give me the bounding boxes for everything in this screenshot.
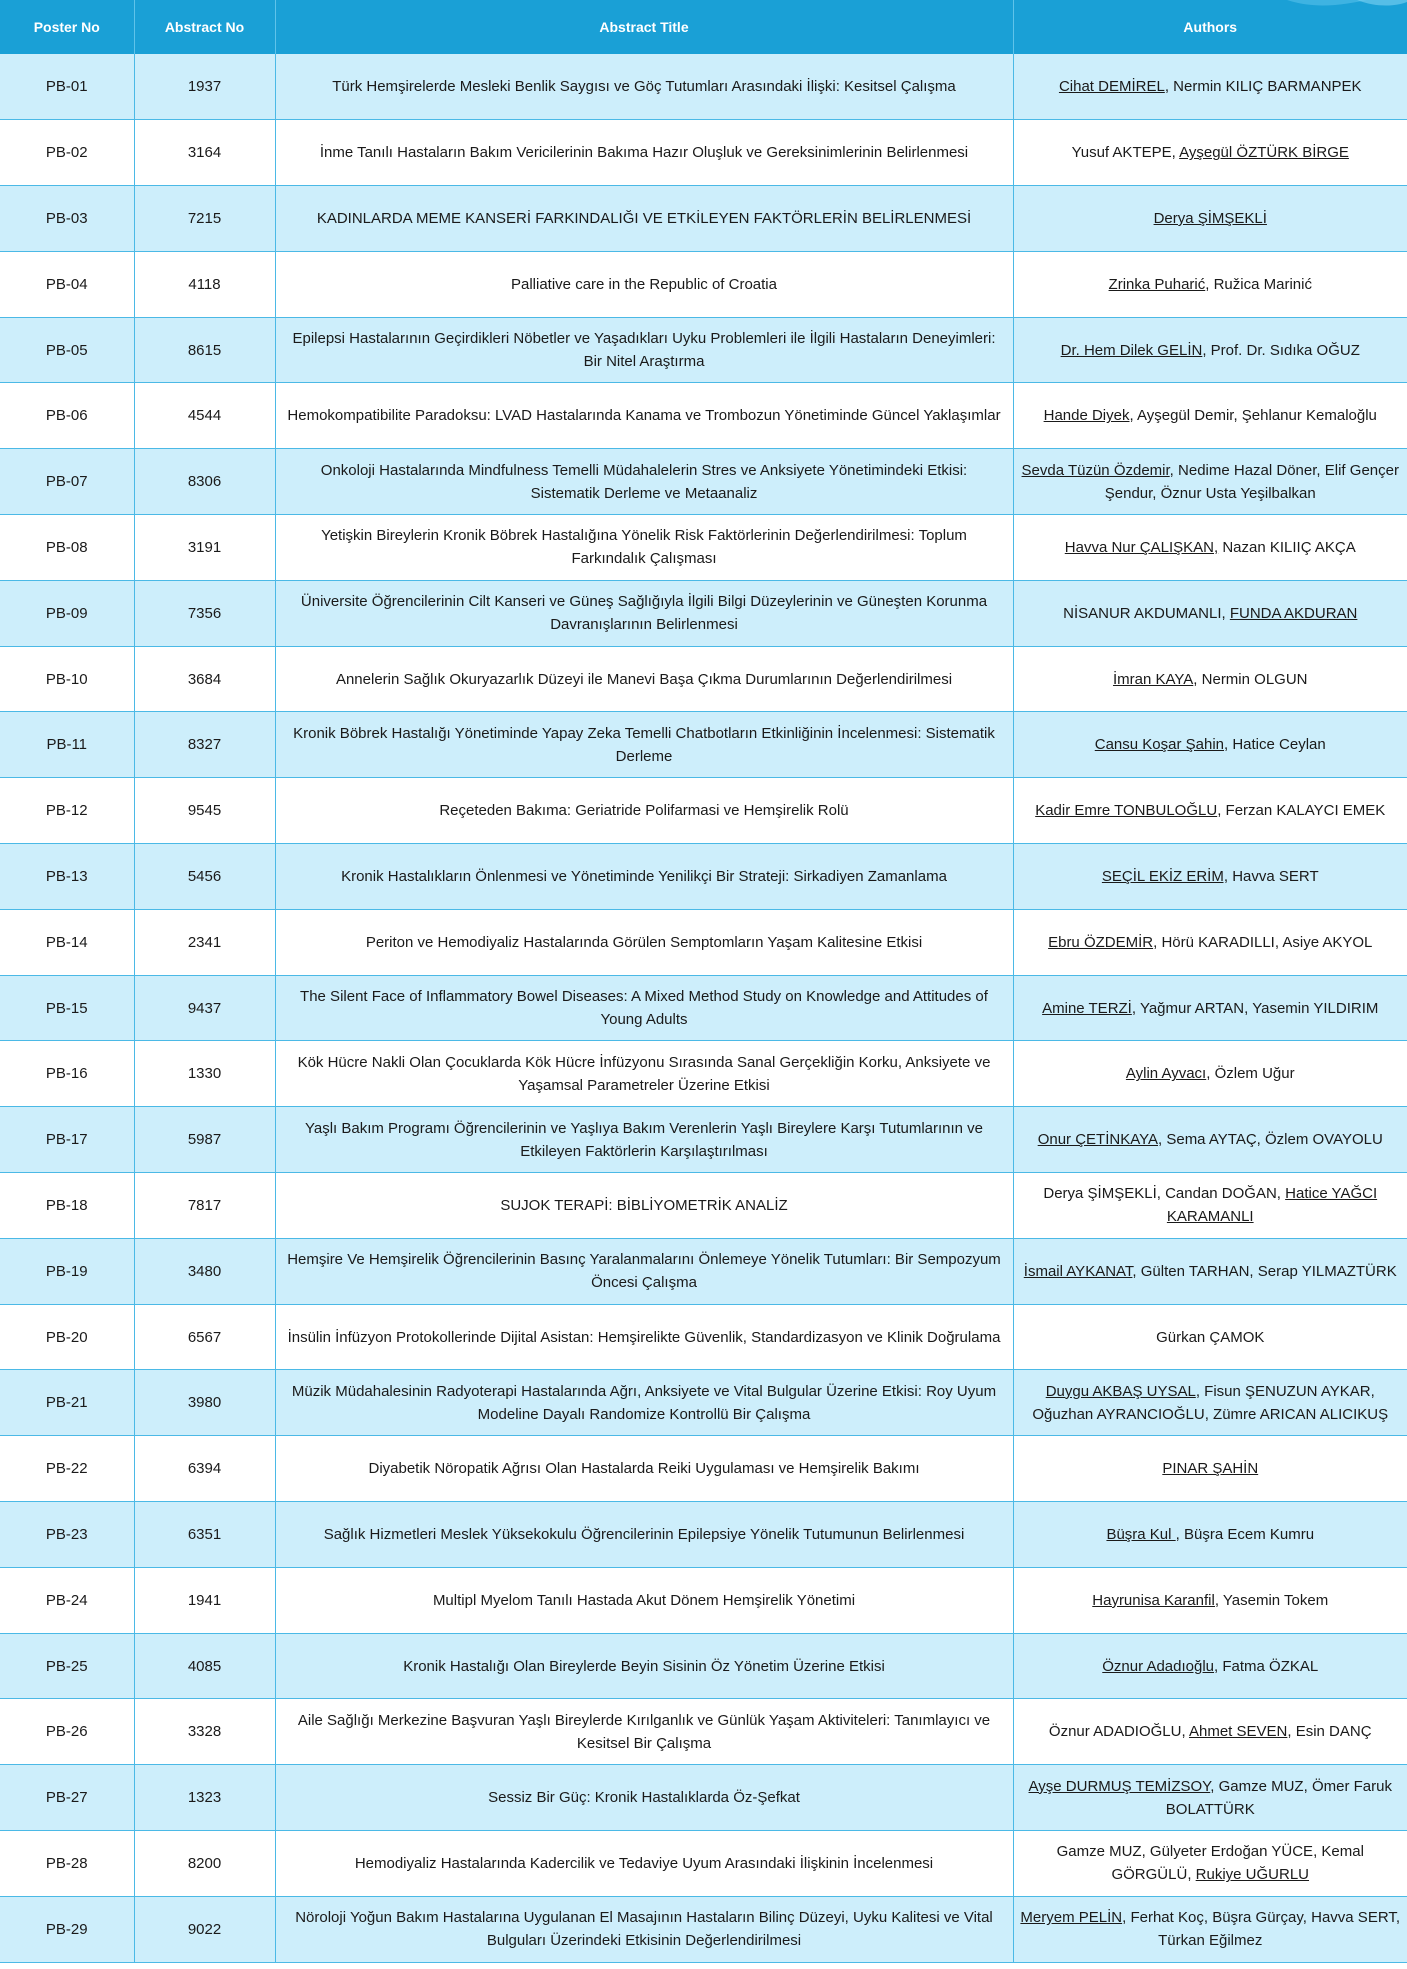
abstract-no-cell: 3980	[134, 1370, 275, 1436]
authors-cell: Kadir Emre TONBULOĞLU, Ferzan KALAYCI EMEK	[1013, 778, 1407, 844]
abstract-no-cell: 1941	[134, 1567, 275, 1633]
author-name: Esin DANÇ	[1295, 1723, 1372, 1741]
table-row	[0, 1896, 1407, 1962]
abstract-title-cell: Reçeteden Bakıma: Geriatride Polifarmasi ve Hemşirelik Rolü	[275, 778, 1013, 844]
presenting-author: Onur ÇETİNKAYA	[1037, 1131, 1158, 1149]
abstract-no-cell: 7817	[134, 1173, 275, 1239]
poster-no-cell: PB-09	[0, 580, 134, 646]
author-name: Nedime Hazal Döner	[1178, 461, 1317, 479]
authors-cell: Zrinka Puharić, Ružica Marinić	[1013, 251, 1407, 317]
abstract-title-cell: Annelerin Sağlık Okuryazarlık Düzeyi ile Manevi Başa Çıkma Durumlarının Değerlendirilmesi	[275, 646, 1013, 712]
poster-no-cell: PB-11	[0, 712, 134, 778]
abstract-no-cell: 4085	[134, 1633, 275, 1699]
author-name: Gülyeter Erdoğan YÜCE	[1149, 1843, 1314, 1861]
author-name: Nermin OLGUN	[1201, 670, 1308, 688]
poster-no-cell: PB-25	[0, 1633, 134, 1699]
author-name: Havva SERT	[1311, 1909, 1396, 1927]
abstract-no-cell: 9437	[134, 975, 275, 1041]
authors-cell: Sevda Tüzün Özdemir, Nedime Hazal Döner, Elif Gençer Şendur, Öznur Usta Yeşilbalkan	[1013, 449, 1407, 515]
abstract-no-cell: 3684	[134, 646, 275, 712]
header-abstract-title: Abstract Title	[275, 0, 1013, 54]
authors-cell: Cansu Koşar Şahin, Hatice Ceylan	[1013, 712, 1407, 778]
abstract-no-cell: 3328	[134, 1699, 275, 1765]
author-name: Yasemin YILDIRIM	[1252, 999, 1379, 1017]
abstract-title-cell: Aile Sağlığı Merkezine Başvuran Yaşlı Bireylerde Kırılganlık ve Günlük Yaşam Aktiviteleri: Tanımlayıcı ve Kesitsel Bir Çalışma	[275, 1699, 1013, 1765]
authors-cell	[1013, 844, 1407, 910]
abstract-no-cell: 3480	[134, 1238, 275, 1304]
authors-cell: Gamze MUZ, Gülyeter Erdoğan YÜCE, Kemal GÖRGÜLÜ, Rukiye UĞURLU	[1013, 1831, 1407, 1897]
poster-no-cell: PB-03	[0, 186, 134, 252]
table-row	[0, 1765, 1407, 1831]
presenting-author: Meryem PELİN	[1020, 1909, 1123, 1927]
abstract-no-cell: 7356	[134, 580, 275, 646]
author-name: Büşra Gürçay	[1212, 1909, 1303, 1927]
author-name: Serap YILMAZTÜRK	[1257, 1262, 1397, 1280]
author-name: Ferhat Koç	[1130, 1909, 1204, 1927]
abstract-title-cell: Epilepsi Hastalarının Geçirdikleri Nöbetler ve Yaşadıkları Uyku Problemleri ile İlgili Hastaların Deneyimleri: Bir Nitel Araştırma	[275, 317, 1013, 383]
header-poster-no: Poster No	[0, 0, 134, 54]
abstract-title-cell: Türk Hemşirelerde Mesleki Benlik Saygısı ve Göç Tutumları Arasındaki İlişki: Kesitsel Çalışma	[275, 54, 1013, 120]
poster-no-cell: PB-26	[0, 1699, 134, 1765]
author-name: Ömer Faruk BOLATTÜRK	[1165, 1777, 1392, 1818]
author-name: Fisun ŞENUZUN AYKAR	[1204, 1382, 1371, 1400]
table-row	[0, 975, 1407, 1041]
authors-cell	[1013, 515, 1407, 581]
poster-no-cell: PB-22	[0, 1436, 134, 1502]
authors-cell: Dr. Hem Dilek GELİN, Prof. Dr. Sıdıka OĞUZ	[1013, 317, 1407, 383]
abstract-title-cell: Kök Hücre Nakli Olan Çocuklarda Kök Hücre İnfüzyonu Sırasında Sanal Gerçekliğin Korku, Anksiyete ve Yaşamsal Parametreler Üzerine Etkisi	[275, 1041, 1013, 1107]
table-row	[0, 251, 1407, 317]
header-row	[0, 0, 1407, 54]
abstract-title-cell: SUJOK TERAPİ: BİBLİYOMETRİK ANALİZ	[275, 1173, 1013, 1239]
author-name: Özlem Uğur	[1214, 1065, 1295, 1083]
author-name: Özlem OVAYOLU	[1265, 1131, 1383, 1149]
poster-no-cell: PB-14	[0, 909, 134, 975]
abstract-title-cell: İnme Tanılı Hastaların Bakım Vericilerinin Bakıma Hazır Oluşluk ve Gereksinimlerinin Belirlenmesi	[275, 120, 1013, 186]
authors-cell: Ebru ÖZDEMİR, Hörü KARADILLI, Asiye AKYOL	[1013, 909, 1407, 975]
author-name: Ferzan KALAYCI EMEK	[1225, 802, 1386, 820]
presenting-author: Zrinka Puharić	[1108, 275, 1206, 293]
abstract-title-cell: Kronik Böbrek Hastalığı Yönetiminde Yapay Zeka Temelli Chatbotların Etkinliğinin İncelenmesi: Sistematik Derleme	[275, 712, 1013, 778]
abstract-no-cell: 3191	[134, 515, 275, 581]
author-name: NİSANUR AKDUMANLI	[1063, 604, 1222, 622]
poster-no-cell: PB-05	[0, 317, 134, 383]
poster-no-cell: PB-24	[0, 1567, 134, 1633]
author-name: Öznur ADADIOĞLU	[1048, 1723, 1182, 1741]
author-name: Candan DOĞAN	[1165, 1185, 1277, 1203]
presenting-author: SEÇİL EKİZ ERİM,	[1101, 867, 1229, 885]
table-row	[0, 1041, 1407, 1107]
author-name: Derya ŞİMŞEKLİ	[1043, 1185, 1157, 1203]
table-row	[0, 1699, 1407, 1765]
poster-no-cell: PB-01	[0, 54, 134, 120]
abstract-no-cell: 6351	[134, 1502, 275, 1568]
author-name: Zümre ARICAN ALICIKUŞ	[1213, 1405, 1389, 1423]
abstract-no-cell: 8306	[134, 449, 275, 515]
presenting-author: Ebru ÖZDEMİR	[1048, 933, 1154, 951]
table-row	[0, 1831, 1407, 1897]
poster-no-cell: PB-10	[0, 646, 134, 712]
author-name: Ružica Marinić	[1213, 275, 1312, 293]
author-name: Prof. Dr. Sıdıka OĞUZ	[1210, 341, 1360, 359]
abstract-no-cell: 3164	[134, 120, 275, 186]
table-row	[0, 1633, 1407, 1699]
abstract-title-cell: Hemodiyaliz Hastalarında Kadercilik ve Tedaviye Uyum Arasındaki İlişkinin İncelenmesi	[275, 1831, 1013, 1897]
table-row	[0, 909, 1407, 975]
poster-no-cell: PB-19	[0, 1238, 134, 1304]
poster-no-cell: PB-27	[0, 1765, 134, 1831]
poster-no-cell: PB-18	[0, 1173, 134, 1239]
abstract-title-cell: Onkoloji Hastalarında Mindfulness Temelli Müdahalelerin Stres ve Anksiyete Yönetimindeki Etkisi: Sistematik Derleme ve Metaanaliz	[275, 449, 1013, 515]
abstract-title-cell: Sessiz Bir Güç: Kronik Hastalıklarda Öz-Şefkat	[275, 1765, 1013, 1831]
abstract-no-cell: 1323	[134, 1765, 275, 1831]
author-name: Yağmur ARTAN	[1139, 999, 1245, 1017]
poster-no-cell: PB-15	[0, 975, 134, 1041]
presenting-author: Ahmet SEVEN	[1188, 1723, 1288, 1741]
author-name: Gülten TARHAN	[1140, 1262, 1250, 1280]
abstract-no-cell: 8327	[134, 712, 275, 778]
abstract-title-cell: The Silent Face of Inflammatory Bowel Diseases: A Mixed Method Study on Knowledge and Attitudes of Young Adults	[275, 975, 1013, 1041]
authors-cell: Onur ÇETİNKAYA, Sema AYTAÇ, Özlem OVAYOLU	[1013, 1107, 1407, 1173]
authors-cell	[1013, 1567, 1407, 1633]
presenting-author: Aylin Ayvacı	[1125, 1065, 1207, 1083]
author-name: Gamze MUZ	[1218, 1777, 1304, 1795]
poster-no-cell: PB-23	[0, 1502, 134, 1568]
author-name: Şehlanur Kemaloğlu	[1241, 407, 1377, 425]
presenting-author: Ayşegül ÖZTÜRK BİRGE	[1179, 144, 1349, 162]
abstract-title-cell: Hemokompatibilite Paradoksu: LVAD Hastalarında Kanama ve Trombozun Yönetiminde Güncel Yaklaşımlar	[275, 383, 1013, 449]
abstract-title-cell: Yaşlı Bakım Programı Öğrencilerinin ve Yaşlıya Bakım Verenlerin Yaşlı Bireylere Karşı Tutumlarının ve Etkileyen Faktörlerin Karşılaştırılması	[275, 1107, 1013, 1173]
table-row	[0, 778, 1407, 844]
abstract-title-cell: İnsülin İnfüzyon Protokollerinde Dijital Asistan: Hemşirelikte Güvenlik, Standardizasyon ve Klinik Doğrulama	[275, 1304, 1013, 1370]
table-row	[0, 844, 1407, 910]
abstract-title-cell: Üniversite Öğrencilerinin Cilt Kanseri ve Güneş Sağlığıyla İlgili Bilgi Düzeylerinin ve Güneşten Korunma Davranışlarının Belirlenmesi	[275, 580, 1013, 646]
author-name: Asiye AKYOL	[1282, 933, 1373, 951]
presenting-author: Hatice YAĞCI KARAMANLI	[1166, 1185, 1378, 1226]
poster-no-cell: PB-16	[0, 1041, 134, 1107]
table-row	[0, 317, 1407, 383]
table-row	[0, 1567, 1407, 1633]
poster-no-cell: PB-02	[0, 120, 134, 186]
abstract-no-cell: 9022	[134, 1896, 275, 1962]
table-row	[0, 580, 1407, 646]
author-name: Sema AYTAÇ	[1166, 1131, 1257, 1149]
presenting-author: Dr. Hem Dilek GELİN	[1060, 341, 1203, 359]
poster-no-cell: PB-13	[0, 844, 134, 910]
table-row	[0, 1173, 1407, 1239]
abstract-title-cell: Sağlık Hizmetleri Meslek Yüksekokulu Öğrencilerinin Epilepsiye Yönelik Tutumunun Belirlenmesi	[275, 1502, 1013, 1568]
abstract-no-cell: 9545	[134, 778, 275, 844]
author-name: Nazan KILIIÇ AKÇA	[1222, 538, 1356, 556]
table-row	[0, 120, 1407, 186]
author-name: Gamze MUZ	[1056, 1843, 1142, 1861]
authors-cell: Duygu AKBAŞ UYSAL, Fisun ŞENUZUN AYKAR, Oğuzhan AYRANCIOĞLU, Zümre ARICAN ALICIKUŞ	[1013, 1370, 1407, 1436]
presenting-author: PINAR ŞAHİN	[1162, 1460, 1259, 1478]
abstract-title-cell: Palliative care in the Republic of Croatia	[275, 251, 1013, 317]
presenting-author: Hande Diyek	[1043, 407, 1130, 425]
poster-no-cell: PB-08	[0, 515, 134, 581]
abstract-no-cell: 4118	[134, 251, 275, 317]
presenting-author: Büşra Kul	[1106, 1525, 1176, 1543]
abstract-no-cell: 6567	[134, 1304, 275, 1370]
author-name: Elif Gençer Şendur	[1104, 461, 1399, 502]
table-row	[0, 1436, 1407, 1502]
abstract-title-cell: Kronik Hastalıkların Önlenmesi ve Yönetiminde Yenilikçi Bir Strateji: Sirkadiyen Zamanlama	[275, 844, 1013, 910]
authors-cell: Yusuf AKTEPE, Ayşegül ÖZTÜRK BİRGE	[1013, 120, 1407, 186]
poster-no-cell: PB-04	[0, 251, 134, 317]
author-name: Gürkan ÇAMOK	[1156, 1328, 1265, 1346]
presenting-author: İmran KAYA	[1112, 670, 1194, 688]
authors-cell: Öznur Adadıoğlu, Fatma ÖZKAL	[1013, 1633, 1407, 1699]
author-name: Hatice Ceylan	[1232, 736, 1326, 754]
table-row	[0, 54, 1407, 120]
poster-no-cell: PB-07	[0, 449, 134, 515]
presenting-author: Cansu Koşar Şahin	[1094, 736, 1224, 754]
abstract-no-cell: 5987	[134, 1107, 275, 1173]
author-name: Ayşegül Demir	[1137, 407, 1234, 425]
abstract-no-cell: 6394	[134, 1436, 275, 1502]
table-row	[0, 1370, 1407, 1436]
authors-cell: Derya ŞİMŞEKLİ, Candan DOĞAN, Hatice YAĞCI KARAMANLI	[1013, 1173, 1407, 1239]
table-row	[0, 383, 1407, 449]
authors-cell: Cihat DEMİREL, Nermin KILIÇ BARMANPEK	[1013, 54, 1407, 120]
table-row	[0, 1107, 1407, 1173]
presenting-author: Kadir Emre TONBULOĞLU	[1035, 802, 1218, 820]
poster-no-cell: PB-29	[0, 1896, 134, 1962]
table-row	[0, 712, 1407, 778]
authors-cell: İmran KAYA, Nermin OLGUN	[1013, 646, 1407, 712]
abstract-no-cell: 4544	[134, 383, 275, 449]
poster-no-cell: PB-21	[0, 1370, 134, 1436]
table-row	[0, 186, 1407, 252]
table-row	[0, 1502, 1407, 1568]
authors-cell: Öznur ADADIOĞLU, Ahmet SEVEN, Esin DANÇ	[1013, 1699, 1407, 1765]
abstract-no-cell: 5456	[134, 844, 275, 910]
table-row	[0, 1238, 1407, 1304]
authors-cell	[1013, 1304, 1407, 1370]
presenting-author: Duygu AKBAŞ UYSAL	[1045, 1382, 1196, 1400]
abstract-title-cell: Periton ve Hemodiyaliz Hastalarında Görülen Semptomların Yaşam Kalitesine Etkisi	[275, 909, 1013, 975]
author-name: Havva SERT	[1232, 867, 1319, 885]
authors-cell	[1013, 186, 1407, 252]
table-row	[0, 449, 1407, 515]
presenting-author: FUNDA AKDURAN	[1229, 604, 1358, 622]
author-name: Nermin KILIÇ BARMANPEK	[1173, 78, 1362, 96]
author-name: Oğuzhan AYRANCIOĞLU	[1032, 1405, 1205, 1423]
abstract-title-cell: Nöroloji Yoğun Bakım Hastalarına Uygulanan El Masajının Hastaların Bilinç Düzeyi, Uyku Kalitesi ve Vital Bulguları Üzerindeki Etkisinin Değerlendirilmesi	[275, 1896, 1013, 1962]
author-name: Fatma ÖZKAL	[1222, 1657, 1319, 1675]
authors-cell	[1013, 1436, 1407, 1502]
table-row	[0, 646, 1407, 712]
table-row	[0, 515, 1407, 581]
presenting-author: İsmail AYKANAT	[1023, 1262, 1133, 1280]
header-authors: Authors	[1183, 19, 1238, 35]
poster-no-cell: PB-28	[0, 1831, 134, 1897]
presenting-author: Öznur Adadıoğlu	[1102, 1657, 1215, 1675]
presenting-author: Ayşe DURMUŞ TEMİZSOY	[1028, 1777, 1211, 1795]
presenting-author: Sevda Tüzün Özdemir	[1021, 461, 1170, 479]
abstract-title-cell: Yetişkin Bireylerin Kronik Böbrek Hastalığına Yönelik Risk Faktörlerinin Değerlendirilmesi: Toplum Farkındalık Çalışması	[275, 515, 1013, 581]
authors-cell: Ayşe DURMUŞ TEMİZSOY, Gamze MUZ, Ömer Faruk BOLATTÜRK	[1013, 1765, 1407, 1831]
author-name: Öznur Usta Yeşilbalkan	[1160, 484, 1316, 502]
author-name: Kemal GÖRGÜLÜ	[1111, 1843, 1364, 1884]
presenting-author: Hayrunisa Karanfil,	[1092, 1591, 1219, 1609]
poster-no-cell: PB-06	[0, 383, 134, 449]
authors-cell: Meryem PELİN, Ferhat Koç, Büşra Gürçay, Havva SERT, Türkan Eğilmez	[1013, 1896, 1407, 1962]
presenting-author: Amine TERZİ	[1042, 999, 1132, 1017]
author-name: Yasemin Tokem	[1222, 1591, 1329, 1609]
author-name: Yusuf AKTEPE	[1071, 144, 1172, 162]
abstract-no-cell: 7215	[134, 186, 275, 252]
abstract-no-cell: 1937	[134, 54, 275, 120]
author-name: Büşra Ecem Kumru	[1184, 1525, 1315, 1543]
abstract-title-cell: Kronik Hastalığı Olan Bireylerde Beyin Sisinin Öz Yönetim Üzerine Etkisi	[275, 1633, 1013, 1699]
authors-cell: Amine TERZİ, Yağmur ARTAN, Yasemin YILDIRIM	[1013, 975, 1407, 1041]
presenting-author: Cihat DEMİREL	[1058, 78, 1165, 96]
abstract-no-cell: 2341	[134, 909, 275, 975]
presenting-author: Derya ŞİMŞEKLİ	[1153, 209, 1267, 227]
abstract-no-cell: 8200	[134, 1831, 275, 1897]
presenting-author: Havva Nur ÇALIŞKAN,	[1064, 538, 1219, 556]
table-header	[0, 0, 1407, 54]
authors-cell: Büşra Kul , Büşra Ecem Kumru	[1013, 1502, 1407, 1568]
table-body	[0, 54, 1407, 1962]
abstract-title-cell: KADINLARDA MEME KANSERİ FARKINDALIĞI VE ETKİLEYEN FAKTÖRLERİN BELİRLENMESİ	[275, 186, 1013, 252]
poster-no-cell: PB-17	[0, 1107, 134, 1173]
poster-no-cell: PB-12	[0, 778, 134, 844]
authors-cell: İsmail AYKANAT, Gülten TARHAN, Serap YILMAZTÜRK	[1013, 1238, 1407, 1304]
author-name: Türkan Eğilmez	[1158, 1932, 1263, 1950]
author-name: Hörü KARADILLI	[1161, 933, 1275, 951]
abstract-title-cell: Diyabetik Nöropatik Ağrısı Olan Hastalarda Reiki Uygulaması ve Hemşirelik Bakımı	[275, 1436, 1013, 1502]
authors-cell: NİSANUR AKDUMANLI, FUNDA AKDURAN	[1013, 580, 1407, 646]
abstract-no-cell: 1330	[134, 1041, 275, 1107]
authors-cell: Aylin Ayvacı, Özlem Uğur	[1013, 1041, 1407, 1107]
header-abstract-no: Abstract No	[134, 0, 275, 54]
abstract-title-cell: Müzik Müdahalesinin Radyoterapi Hastalarında Ağrı, Anksiyete ve Vital Bulgular Üzerine Etkisi: Roy Uyum Modeline Dayalı Randomize Kontrollü Bir Çalışma	[275, 1370, 1013, 1436]
abstract-title-cell: Hemşire Ve Hemşirelik Öğrencilerinin Basınç Yaralanmalarını Önlemeye Yönelik Tutumları: Bir Sempozyum Öncesi Çalışma	[275, 1238, 1013, 1304]
table-row	[0, 1304, 1407, 1370]
authors-cell: Hande Diyek, Ayşegül Demir, Şehlanur Kemaloğlu	[1013, 383, 1407, 449]
poster-no-cell: PB-20	[0, 1304, 134, 1370]
presenting-author: Rukiye UĞURLU	[1195, 1866, 1310, 1884]
abstract-title-cell: Multipl Myelom Tanılı Hastada Akut Dönem Hemşirelik Yönetimi	[275, 1567, 1013, 1633]
abstract-no-cell: 8615	[134, 317, 275, 383]
